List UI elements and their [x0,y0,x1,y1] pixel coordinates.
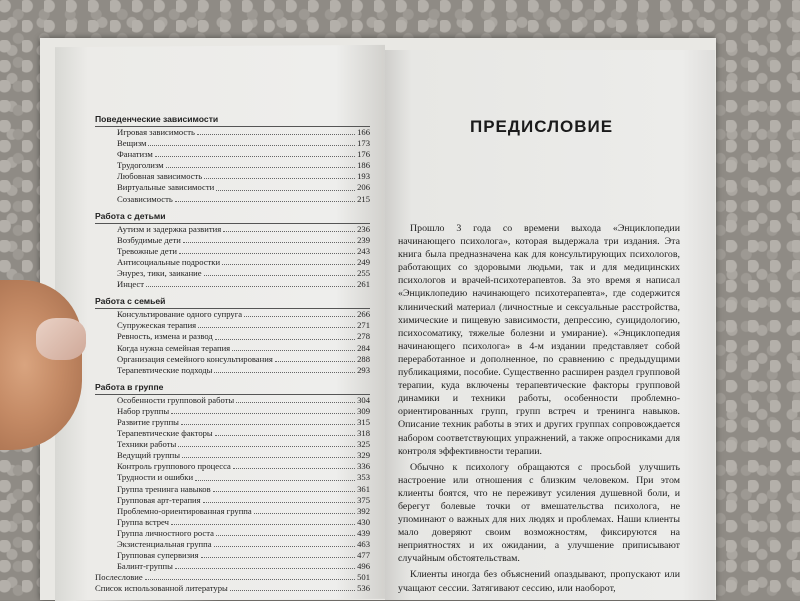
toc-entry-title: Группа тренинга навыков [117,483,211,494]
toc-entry [95,279,370,290]
toc-entry-title: Контроль группового процесса [117,461,231,472]
table-of-contents [95,108,370,594]
toc-leader-dots [214,539,356,547]
page-title: ПРЕДИСЛОВИЕ [470,117,614,136]
toc-entry [95,268,370,279]
toc-page-number: 329 [357,450,370,461]
toc-entry-title: Виртуальные зависимости [117,182,215,193]
toc-leader-dots [275,354,355,362]
toc-entry-title: Тревожные дети [117,245,177,256]
toc-leader-dots [175,561,355,569]
toc-page-number: 439 [357,527,370,538]
toc-entry [95,149,370,160]
toc-page-number: 261 [357,279,370,290]
toc-page-number: 173 [357,138,370,149]
toc-leader-dots [182,450,355,458]
toc-entry-title: Групповая супервизия [117,550,199,561]
toc-entry [95,127,370,138]
toc-entry-title: Терапевтические факторы [117,428,213,439]
toc-entry-title: Фанатизм [117,149,153,160]
toc-page-number: 536 [357,583,370,594]
toc-leader-dots [183,235,355,243]
toc-entry [95,182,370,193]
toc-entry-title: Послесловие [95,572,143,583]
toc-entry [95,561,370,572]
toc-leader-dots [233,461,355,469]
toc-page-number: 278 [357,331,370,342]
toc-entry-title: Энурез, тики, заикание [117,268,202,279]
toc-entry [95,495,370,506]
toc-entry-title: Аутизм и задержка развития [117,223,222,234]
toc-page-number: 255 [357,268,370,279]
toc-entry-title: Ревность, измена и развод [117,331,213,342]
toc-page-number: 392 [357,505,370,516]
toc-entry [95,528,370,539]
toc-section-title: Работа в группе [95,382,370,395]
toc-page-number: 325 [357,439,370,450]
toc-leader-dots [178,439,355,447]
toc-page-number: 501 [357,572,370,583]
toc-page-number: 288 [357,353,370,364]
toc-entry-title: Групповая арт-терапия [117,494,201,505]
toc-page-number: 166 [357,127,370,137]
toc-leader-dots [155,149,355,157]
toc-page-number: 236 [357,223,370,234]
toc-leader-dots [236,395,355,403]
toc-page-number: 336 [357,461,370,472]
toc-entry-title: Балинт-группы [117,561,173,572]
toc-leader-dots [203,495,356,503]
toc-page-number: 243 [357,245,370,256]
preface-body [398,222,680,598]
thumbnail [36,318,86,360]
toc-entry [95,395,370,406]
toc-leader-dots [215,428,355,436]
toc-page-number: 361 [357,483,370,494]
toc-entry [95,439,370,450]
toc-page-number: 239 [357,234,370,245]
toc-page-number: 271 [357,320,370,331]
toc-leader-dots [214,365,355,373]
toc-page-number: 215 [357,193,370,204]
toc-page-number: 318 [357,428,370,439]
toc-leader-dots [216,528,355,536]
toc-entry [95,572,370,583]
toc-leader-dots [204,268,356,276]
toc-leader-dots [254,506,355,514]
toc-entry [95,343,370,354]
toc-entry [95,450,370,461]
toc-entry [95,246,370,257]
toc-entry-title: Техники работы [117,439,177,450]
toc-entry [95,517,370,528]
toc-leader-dots [197,127,355,135]
toc-entry [95,484,370,495]
toc-entry-title: Консультирование одного супруга [117,309,243,320]
toc-page-number: 176 [357,149,370,160]
toc-entry [95,257,370,268]
toc-entry [95,417,370,428]
toc-entry-title: Когда нужна семейная терапия [117,342,231,353]
toc-entry-title: Развитие группы [117,416,179,427]
toc-entry-title: Экзистенциальная группа [117,539,212,549]
toc-entry-title: Возбудимые дети [117,234,181,245]
toc-leader-dots [148,138,355,146]
toc-leader-dots [171,406,355,414]
toc-entry [95,461,370,472]
toc-leader-dots [166,160,355,168]
toc-leader-dots [201,550,356,558]
toc-page-number: 293 [357,364,370,375]
preface-paragraph: Прошло 3 года со времени выхода «Энциклопедии начинающего психолога», которая выдержала три издания. Эта книга была предназначена как для консультирующих психологов, работающих со здоровыми людьми, так и для медицинских психологов и врачей-психотерапевтов. За это время я написал «Энциклопедию начинающего психотерапевта», где содержится клинический материал (личностные и сексуальные расстройства, химические и пищевую зависимости, депрессию, суицидологию, психосоматику, тяжелые болезни и умирание). «Энциклопедия начинающего психолога» в 4-м издании представляет собой переработанное и дополненное, по сравнению с предыдущими публикациями, пособие. Существенно расширен раздел групповой терапии, куда включены терапевтические факторы групповой динамики и техники работы, особенности проблемно-ориентированных групп, групп встреч и тренинга навыков. Описание техник работы в этих и других группах сопровождается набором соответствующих упражнений, а также опросниками для контроля эффективности терапии. [398,223,680,457]
preface-paragraph: Обычно к психологу обращаются с просьбой улучшить настроение или отношения с близким человеком. При этом клиенты боятся, что не переживут усиления душевной боли, и берегут болевые точки от вмешательства психолога, не упоминают о важных для них людях и проблемах. Наши клиенты мало доверяют своим возможностям, фиксируются на неприятностях и их ожидании, а улучшение приписывают случайным обстоятельствам. [398,461,680,565]
toc-leader-dots [244,309,355,317]
toc-page-number: 477 [357,550,370,561]
toc-section-title: Поведенческие зависимости [95,114,370,127]
toc-page-number: 266 [357,309,370,320]
toc-leader-dots [230,583,355,591]
toc-leader-dots [216,182,355,190]
toc-leader-dots [175,194,355,202]
toc-entry-title: Трудоголизм [117,160,164,171]
toc-leader-dots [213,484,355,492]
toc-leader-dots [215,331,355,339]
preface-paragraph: Клиенты иногда без объяснений опаздывают, пропускают или учащают сессии. Затягивают сессию, или наоборот, [398,569,680,594]
toc-entry [95,235,370,246]
toc-entry-title: Группа личностного роста [117,527,214,538]
toc-entry-title: Особенности групповой работы [117,394,235,405]
toc-entry [95,194,370,205]
toc-entry-title: Организация семейного консультирования [117,353,273,364]
toc-entry-title: Вещизм [117,138,147,149]
toc-leader-dots [181,417,355,425]
toc-entry-title: Любовная зависимость [117,171,203,182]
toc-page-number: 463 [357,539,370,549]
toc-entry [95,160,370,171]
toc-entry [95,171,370,182]
toc-entry [95,583,370,594]
toc-page-number: 315 [357,416,370,427]
toc-entry [95,539,370,550]
toc-entry-title: Игровая зависимость [117,127,195,137]
toc-leader-dots [146,279,355,287]
toc-leader-dots [232,343,355,351]
toc-leader-dots [223,224,355,232]
toc-page-number: 304 [357,394,370,405]
toc-entry-title: Ведущий группы [117,450,181,461]
toc-entry [95,506,370,517]
toc-entry [95,472,370,483]
toc-entry-title: Набор группы [117,405,170,416]
toc-page-number: 193 [357,171,370,182]
toc-leader-dots [195,472,355,480]
toc-leader-dots [145,572,355,580]
toc-entry [95,138,370,149]
toc-page-number: 206 [357,182,370,193]
toc-entry [95,309,370,320]
toc-page-number: 375 [357,494,370,505]
toc-page-number: 186 [357,160,370,171]
toc-entry-title: Проблемно-ориентированная группа [117,505,252,516]
toc-leader-dots [179,246,355,254]
toc-entry [95,331,370,342]
toc-entry [95,550,370,561]
toc-leader-dots [198,320,355,328]
toc-entry-title: Созависимость [117,193,173,204]
toc-leader-dots [171,517,355,525]
toc-entry-title: Трудности и ошибки [117,472,194,483]
toc-section-title: Работа с детьми [95,211,370,224]
toc-entry [95,365,370,376]
toc-entry-title: Группа встреч [117,516,169,527]
toc-entry-title: Список использованной литературы [95,583,228,594]
toc-entry [95,428,370,439]
toc-entry [95,224,370,235]
toc-page-number: 309 [357,405,370,416]
toc-entry-title: Антисоциальные подростки [117,256,221,267]
toc-entry [95,354,370,365]
toc-page-number: 249 [357,256,370,267]
toc-leader-dots [204,171,355,179]
toc-entry-title: Терапевтические подходы [117,364,213,375]
toc-page-number: 496 [357,561,370,572]
toc-entry [95,320,370,331]
toc-entry [95,406,370,417]
toc-section-title: Работа с семьей [95,296,370,309]
toc-page-number: 353 [357,472,370,483]
toc-entry-title: Супружеская терапия [117,320,197,331]
toc-leader-dots [222,257,355,265]
toc-page-number: 284 [357,342,370,353]
toc-page-number: 430 [357,516,370,527]
toc-entry-title: Инцест [117,279,145,290]
